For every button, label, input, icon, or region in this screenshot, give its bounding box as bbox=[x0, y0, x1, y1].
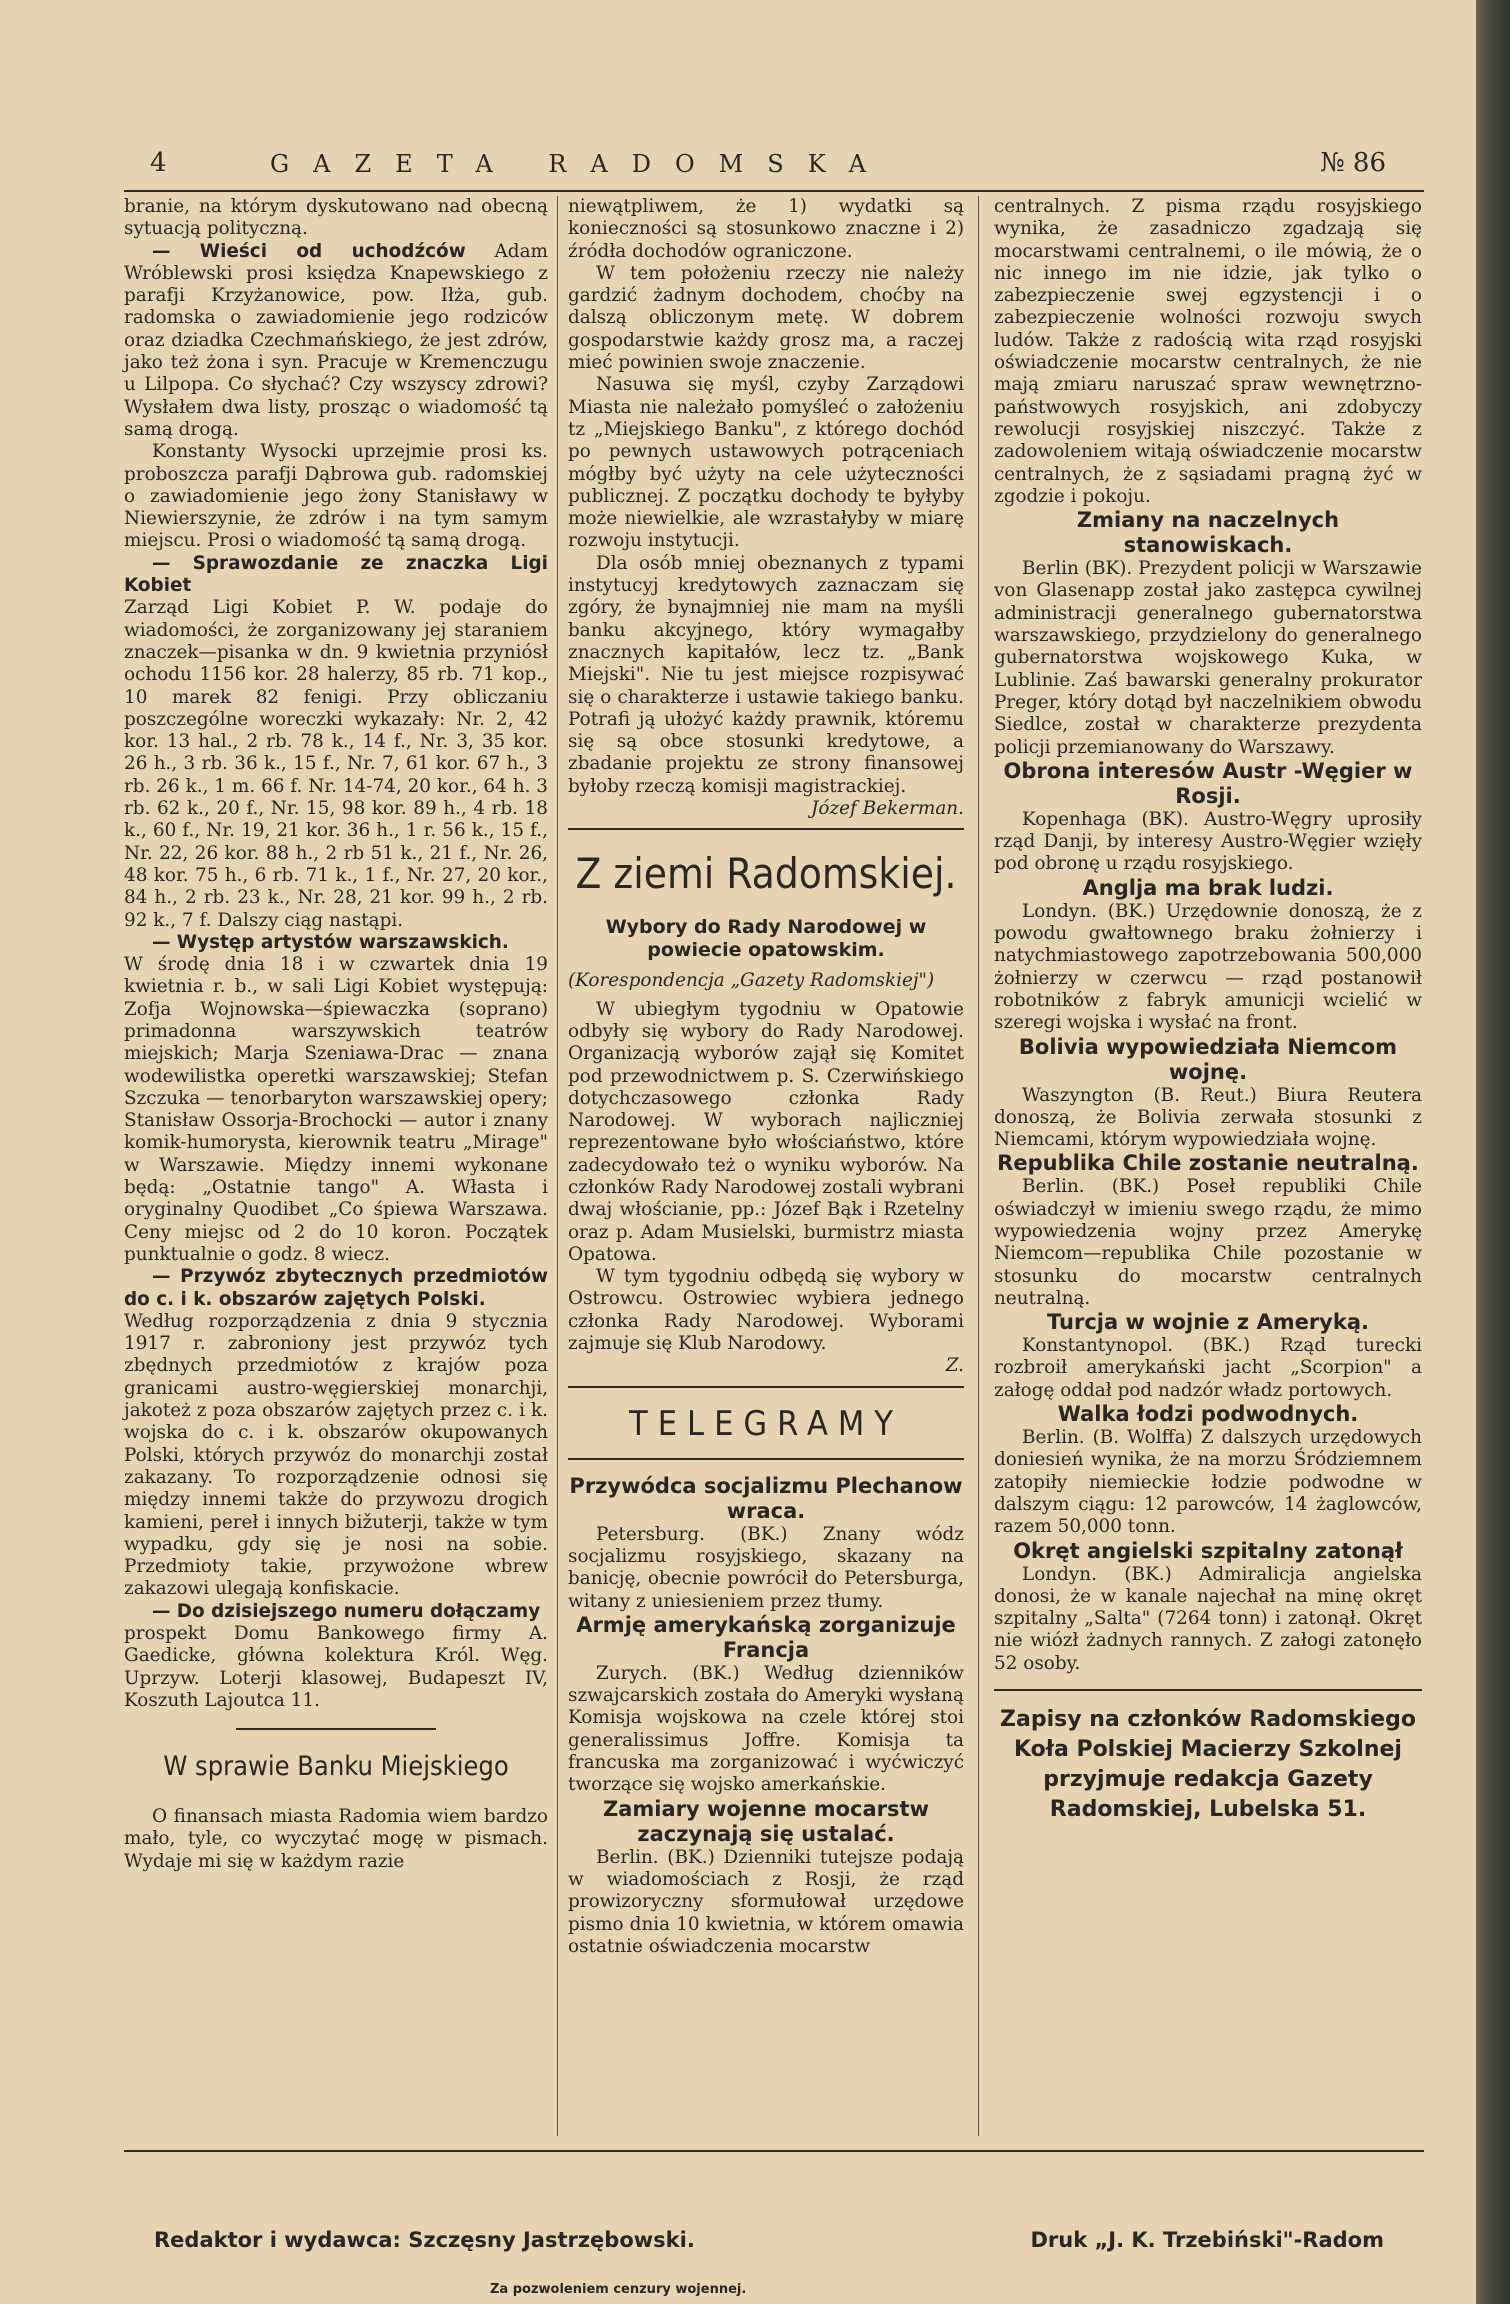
article-heading: Republika Chile zostanie neutralną. bbox=[997, 1151, 1419, 1176]
ziemi-heading: Z ziemi Radomskiej. bbox=[575, 849, 957, 899]
paper-title: GAZETA RADOMSKA bbox=[270, 150, 890, 178]
article-text: Zarząd Ligi Kobiet P. W. podaje do wiadomości, że zorganizowany jej staraniem znaczek—pisanka w dn. 9 kwietnia przyniósł ochodu 1156 kor. 28 halerzy, 85 rb. 71 kop., 10 marek 82 fenigi. Przy obliczaniu poszczególne woreczki wykazały: Nr. 2, 42 kor. 13 hal., 2 rb. 78 k., 14 f., Nr. 3, 35 kor. 26 h., 3 rb. 36 k., 15 f., Nr. 7, 61 kor. 67 h., 3 rb. 26 k., 1 m. 66 f. Nr. 14-74, 20 kor., 64 h. 3 rb. 62 k., 20 f., Nr. 15, 98 kor. 89 h., 4 rb. 18 k., 60 f., Nr. 19, 21 kor. 36 h., 1 r. 56 k., 15 f., Nr. 22, 26 kor. 88 h., 2 rb 51 k., 21 f., Nr. 26, 48 kor. 75 h., 6 rb. 71 k., 1 f., Nr. 27, 20 kor., 84 h., 2 rb. 23 k., Nr. 28, 21 kor. 99 h., 2 rb. 92 k., 7 f. Dalszy ciąg nastąpi. bbox=[124, 597, 548, 931]
divider bbox=[568, 1458, 964, 1460]
issue-number: № 86 bbox=[1320, 148, 1386, 178]
article-text: Kopenhaga (BK). Austro-Węgry uprosiły rząd Danji, by interesy Austro-Węgier wzięły pod obronę u rządu rosyjskiego. bbox=[994, 808, 1422, 875]
column-1 bbox=[124, 196, 548, 1873]
column-divider-1 bbox=[557, 196, 558, 2136]
editor-line: Redaktor i wydawca: Szczęsny Jastrzębowski. bbox=[154, 2228, 695, 2252]
section-heading: — Wieści od uchodźców bbox=[152, 240, 466, 262]
article-text: W ubiegłym tygodniu w Opatowie odbyły się wybory do Rady Narodowej. Organizacją wyborów zajął się Komitet pod przewodnictwem p. S. Czerwińskiego dotychczasowego członka Rady Narodowej. W wyborach najliczniej reprezentowane było włościaństwo, które zadecydowało też o wyniku wyborów. Na członków Rady Narodowej zostali wybrani dwaj włościanie, pp.: Józef Bąk i Rzetelny oraz p. Adam Musielski, burmistrz miasta Opatowa. bbox=[568, 998, 964, 1265]
column-3 bbox=[994, 196, 1422, 1825]
article-text: Według rozporządzenia z dnia 9 stycznia 1917 r. zabroniony jest przywóz tych zbędnych przedmiotów z krajów poza granicami austro-węgierskiej monarchji, jakoteż z poza obszarów zajętych przez c. i k. wojska do c. i k. obszarów okupowanych Polski, których przywóz do monarchji został zakazany. To rozporządzenie odnosi się między innemi także do przywozu drogich kamieni, pereł i innych bižuterji, także w tym wypadku, gdy się je nosi na sobie. Przedmioty takie, przywożone wbrew zakazowi ulegają konfiskacie. bbox=[124, 1310, 548, 1600]
article-heading: Walka łodzi podwodnych. bbox=[1057, 1402, 1359, 1427]
page-header bbox=[150, 148, 1416, 188]
divider bbox=[568, 828, 964, 830]
column-divider-2 bbox=[978, 196, 979, 2136]
article-text: Berlin. (B. Wolffa) Z dalszych urzędowych doniesień wynika, że na morzu Śródziemnem zatopiły niemieckie łodzie podwodne w dalszym ciągu: 12 parowców, 14 żaglowców, razem 50,000 tonn. bbox=[994, 1427, 1422, 1538]
article-text: Berlin (BK). Prezydent policji w Warszawie von Glasenapp został jako zastępca cywilnej administracji generalnego gubernatorstwa warszawskiego, przydzielony do generalnego gubernatorstwa wojskowego Kuka, w Lublinie. Zaś bawarski generalny prokurator Preger, który dotąd był naczelnikiem obwodu Siedlce, został w charakterze prezydenta policji przemianowany do Warszawy. bbox=[994, 558, 1422, 758]
article-text: Waszyngton (B. Reut.) Biura Reutera donoszą, że Bolivia zerwała stosunki z Niemcami, którym wypowiedziała wojnę. bbox=[994, 1084, 1422, 1151]
article-text: prospekt Domu Bankowego firmy A. Gaedicke, główna kolektura Król. Węg. Uprzyw. Loterji klasowej, Budapeszt IV, Koszuth Lajoutca 11. bbox=[124, 1623, 548, 1711]
footer-rule bbox=[124, 2150, 1424, 2152]
article-text: Berlin. (BK.) Dzienniki tutejsze podają w wiadomościach z Rosji, że rząd prowizoryczny sformułował urzędowe pismo dnia 10 kwietnia, w którem omawia ostatnie oświadczenia mocarstw bbox=[568, 1846, 964, 1957]
article-text: Adam Wróblewski prosi księdza Knapewskiego z parafji Krzyżanowice, pow. Iłża, gub. radomska o zawiadomienie jego rodziców oraz dziadka Czechmańskiego, że jest zdrów, jako też żona i syn. Pracuje w Kremenczugu u Lilpopa. Co słychać? Czy wszyscy zdrowi? Wysłałem dwa listy, prosząc o wiadomość tą samą drogą. bbox=[124, 240, 548, 440]
article-text: Berlin. (BK.) Poseł republiki Chile oświadczył w imieniu swego rządu, że mimo wypowiedzenia wojny przez Amerykę Niemcom—republika Chile pozostanie w stosunku do mocarstw centralnych neutralną. bbox=[994, 1176, 1422, 1309]
article-text: Zurych. (BK.) Według dzienników szwajcarskich została do Ameryki wysłaną Komisja wojskowa na czele której stoi generalissimus Joffre. Komisja ta francuska ma zorganizować i wyćwiczyć tworzące się wojsko amerkańskie. bbox=[568, 1662, 964, 1796]
article-text: Nasuwa się myśl, czyby Zarządowi Miasta nie należało pomyśleć o założeniu tz „Miejskiego Banku", z którego dochód po pewnych ustawowych potrąceniach mógłby być użyty na cele użyteczności publicznej. Z początku dochody te byłyby może niewielkie, ale wzrastałyby w miarę rozwoju instytucji. bbox=[568, 374, 964, 552]
article-text: W środę dnia 18 i w czwartek dnia 19 kwietnia r. b., w sali Ligi Kobiet występują: Zofja Wojnowska—śpiewaczka (soprano) primadonna warszywskich teatrów miejskich; Marja Szeniawa-Drac — znana wodewilistka operetki warszawskiej; Stefan Szczuka — tenorbaryton warszawskiej opery; Stanisław Ossorja-Brochocki — autor i znany komik-humorysta, kierownik teatru „Mirage" w Warszawie. Między innemi wykonane będą: „Ostatnie tango" A. Własta i oryginalny Quodibet „Co śpiewa Warszawa. Ceny miejsc od 2 do 10 koron. Początek punktualnie o godz. 8 wiecz. bbox=[124, 954, 548, 1265]
column-2 bbox=[568, 196, 964, 1958]
article-heading: Bolivia wypowiedziała Niemcom wojnę. bbox=[1018, 1034, 1398, 1084]
bank-heading: W sprawie Banku Miejskiego bbox=[163, 1751, 509, 1783]
article-text: Petersburg. (BK.) Znany wódz socjalizmu rosyjskiego, skazany na banicję, obecnie powrócił do Petersburga, witany z uniesieniem przez tłumy. bbox=[568, 1523, 964, 1612]
header-rule bbox=[124, 190, 1424, 192]
printer-line: Druk „J. K. Trzebiński"-Radom bbox=[1030, 2228, 1384, 2252]
signature: Józef Bekerman. bbox=[811, 798, 964, 820]
article-text: W tem położeniu rzeczy nie należy gardzić żadnym dochodem, choćby na dalszą obliczonym metę. W dobrem gospodarstwie każdy grosz ma, a raczej mieć powinien swoje znaczenie. bbox=[568, 262, 964, 374]
article-heading: Wybory do Rady Narodowej w powiecie opatowskim. bbox=[605, 916, 927, 962]
article-heading: Armję amerykańską zorganizuje Francja bbox=[576, 1612, 956, 1662]
section-heading: — Sprawozdanie ze znaczka Ligi Kobiet bbox=[124, 552, 548, 597]
article-heading: Zamiary wojenne mocarstw zaczynają się ustalać. bbox=[603, 1796, 929, 1846]
book-spine bbox=[1476, 0, 1510, 2304]
article-text: W tym tygodniu odbędą się wybory w Ostrowcu. Ostrowiec wybiera jednego członka Rady Narodowej. Wyborami zajmuje się Klub Narodowy. bbox=[568, 1266, 964, 1355]
divider bbox=[568, 1386, 964, 1388]
article-text: Konstanty Wysocki uprzejmie prosi ks. proboszcza parafji Dąbrowa gub. radomskiej o zawiadomienie jego żony Stanisławy w Niewierszynie, że zdrów i na tym samym miejscu. Prosi o wiadomość tą samą drogą. bbox=[124, 441, 548, 552]
telegrams-heading: TELEGRAMY bbox=[629, 1403, 903, 1444]
article-heading: Zmiany na naczelnych stanowiskach. bbox=[1076, 508, 1340, 558]
correspondent-line: (Korespondencja „Gazety Radomskiej") bbox=[568, 970, 935, 992]
article-text: centralnych. Z pisma rządu rosyjskiego wynika, że zasadniczo zgadzają się mocarstwami centralnemi, o ile mówią, że o nic innego im nie idzie, jak tylko o zabezpieczenie swej egzystencji i o zabezpieczenie wolności rozwoju swych ludów. Także z radością wita rząd rosyjski oświadczenie mocarstw centralnych, że nie mają zmiaru naruszać spraw wewnętrzno-państwowych rosyjskich, ani zdobyczy rewolucji rosyjskiej niszczyć. Także z zadowoleniem witają oświadczenie mocarstw centralnych, że z sąsiadami pragną żyć w zgodzie i pokoju. bbox=[994, 196, 1422, 507]
article-heading: Okręt angielski szpitalny zatonął bbox=[1013, 1538, 1403, 1563]
section-heading: — Występ artystów warszawskich. bbox=[152, 931, 509, 953]
article-text: Londyn. (BK.) Urzędownie donoszą, że z powodu gwałtownego braku żołnierzy i natychmiastowego zapotrzebowania 500,000 żołnierzy w czerwcu — rząd postanowił robotników z fabryk amunicji wcielić w szeregi wojska i wysłać na front. bbox=[994, 900, 1422, 1034]
signature: Z. bbox=[945, 1355, 964, 1377]
article-text: branie, na którym dyskutowano nad obecną sytuacją polityczną. bbox=[124, 196, 548, 240]
divider bbox=[994, 1689, 1422, 1691]
censor-note: Za pozwoleniem cenzury wojennej. bbox=[490, 2282, 747, 2297]
article-text: niewątpliwem, że 1) wydatki są konieczności są stosunkowo znaczne i 2) źródła dochodów ograniczone. bbox=[568, 196, 964, 262]
article-heading: Turcja w wojnie z Ameryką. bbox=[1047, 1310, 1369, 1335]
page-number: 4 bbox=[150, 148, 167, 178]
article-text: Konstantynopol. (BK.) Rząd turecki rozbroił amerykański jacht „Scorpion" a załogę oddał pod nadzór władz portowych. bbox=[994, 1335, 1422, 1401]
divider bbox=[236, 1728, 436, 1730]
advertisement: Zapisy na członków Radomskiego Koła Polskiej Macierzy Szkolnej przyjmuje redakcja Gazety Radomskiej, Lubelska 51. bbox=[1000, 1707, 1416, 1823]
article-heading: Anglja ma brak ludzi. bbox=[1082, 875, 1334, 900]
section-heading: — Przywóz zbytecznych przedmiotów do c. i k. obszarów zajętych Polski. bbox=[124, 1266, 548, 1310]
article-heading: Przywódca socjalizmu Plechanow wraca. bbox=[569, 1473, 963, 1523]
section-heading: — Do dzisiejszego numeru dołączamy bbox=[152, 1600, 541, 1622]
article-text: Londyn. (BK.) Admiralicja angielska donosi, że w kanale najechał na minę okręt szpitalny „Salta" (7264 tonn) i zatonął. Okręt nie wiózł żadnych rannych. Z załogi zatonęło 52 osoby. bbox=[994, 1563, 1422, 1674]
article-text: O finansach miasta Radomia wiem bardzo mało, tyle, co wyczytać mogę w pismach. Wydaje mi się w każdym razie bbox=[124, 1806, 548, 1872]
article-heading: Obrona interesów Austr -Węgier w Rosji. bbox=[1003, 758, 1413, 808]
article-text: Dla osób mniej obeznanych z typami instytucyj kredytowych zaznaczam się zgóry, że bynajmniej nie mam na myśli banku akcyjnego, który wymagałby znacznych kapitałów, lecz tz. „Bank Miejski". Nie tu jest miejsce rozpisywać się o charakterze i ustawie takiego banku. Potrafi ją ułożyć każdy prawnik, któremu się są obce stosunki kredytowe, a zbadanie projektu ze strony finansowej byłoby rzeczą komisji magistrackiej. bbox=[568, 552, 964, 797]
